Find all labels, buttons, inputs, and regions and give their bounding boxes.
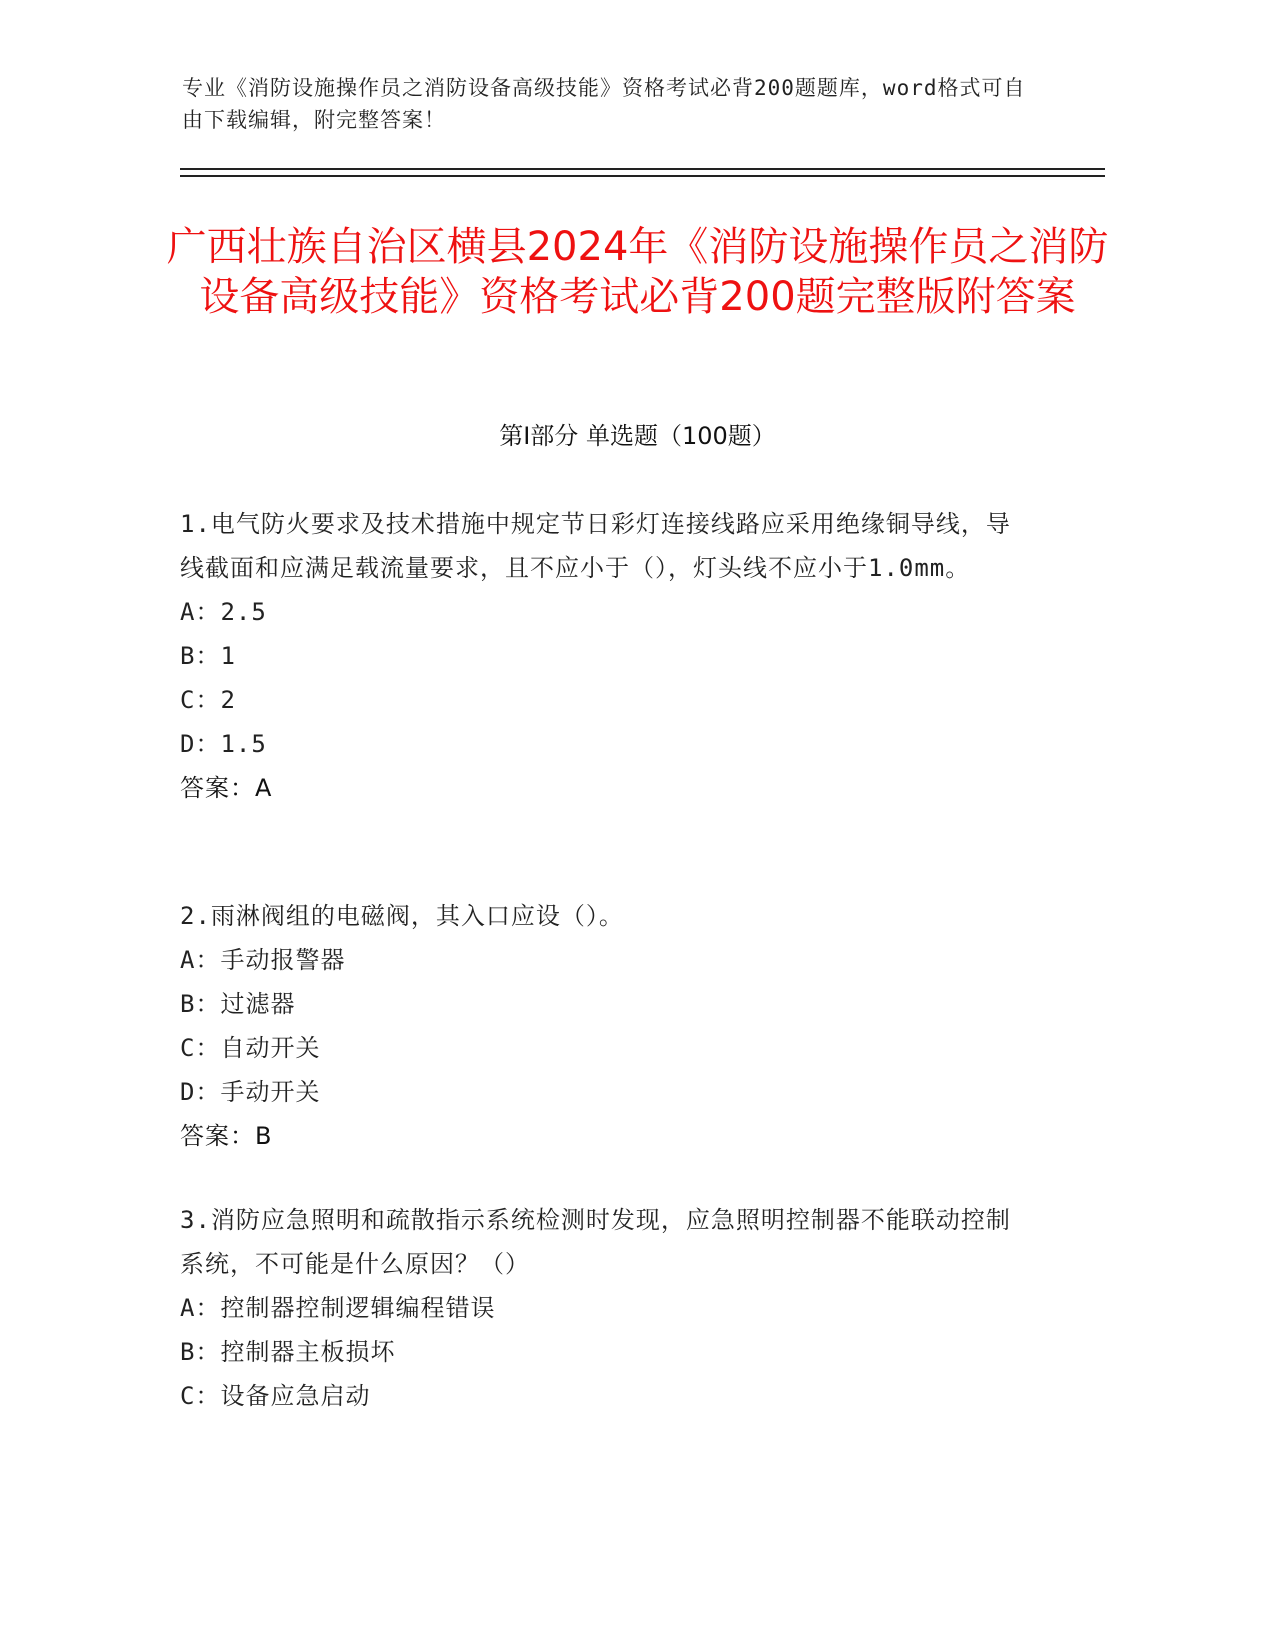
option-a: A：2.5	[180, 598, 267, 626]
question-stem: 3.消防应急照明和疏散指示系统检测时发现，应急照明控制器不能联动控制系统，不可能是什么原因？（）	[180, 1206, 1011, 1278]
question-block	[180, 894, 1020, 1158]
header-divider-bottom	[180, 175, 1105, 177]
option-b: B：1	[180, 642, 236, 670]
section-title: 第Ⅰ部分 单选题（100题）	[499, 422, 776, 450]
option-b: B：过滤器	[180, 990, 296, 1018]
question-block	[180, 502, 1020, 810]
document-title: 广西壮族自治区横县2024年《消防设施操作员之消防设备高级技能》资格考试必背200题完整版附答案	[166, 224, 1109, 320]
option-d: D：手动开关	[180, 1078, 321, 1106]
option-a: A：手动报警器	[180, 946, 346, 974]
answer-line: 答案：B	[180, 1122, 273, 1150]
header-note: 专业《消防设施操作员之消防设备高级技能》资格考试必背200题题库，word格式可自由下载编辑，附完整答案！	[182, 76, 1026, 132]
header-divider-top	[180, 168, 1105, 170]
option-a: A：控制器控制逻辑编程错误	[180, 1294, 496, 1322]
answer-line: 答案：A	[180, 774, 273, 802]
option-b: B：控制器主板损坏	[180, 1338, 396, 1366]
option-d: D：1.5	[180, 730, 267, 758]
question-block	[180, 1198, 1020, 1418]
option-c: C：2	[180, 686, 236, 714]
question-stem: 1.电气防火要求及技术措施中规定节日彩灯连接线路应采用绝缘铜导线，导线截面和应满足载流量要求，且不应小于（），灯头线不应小于1.0mm。	[180, 510, 1011, 582]
option-c: C：自动开关	[180, 1034, 321, 1062]
question-stem: 2.雨淋阀组的电磁阀，其入口应设（）。	[180, 902, 624, 930]
option-c: C：设备应急启动	[180, 1382, 371, 1410]
